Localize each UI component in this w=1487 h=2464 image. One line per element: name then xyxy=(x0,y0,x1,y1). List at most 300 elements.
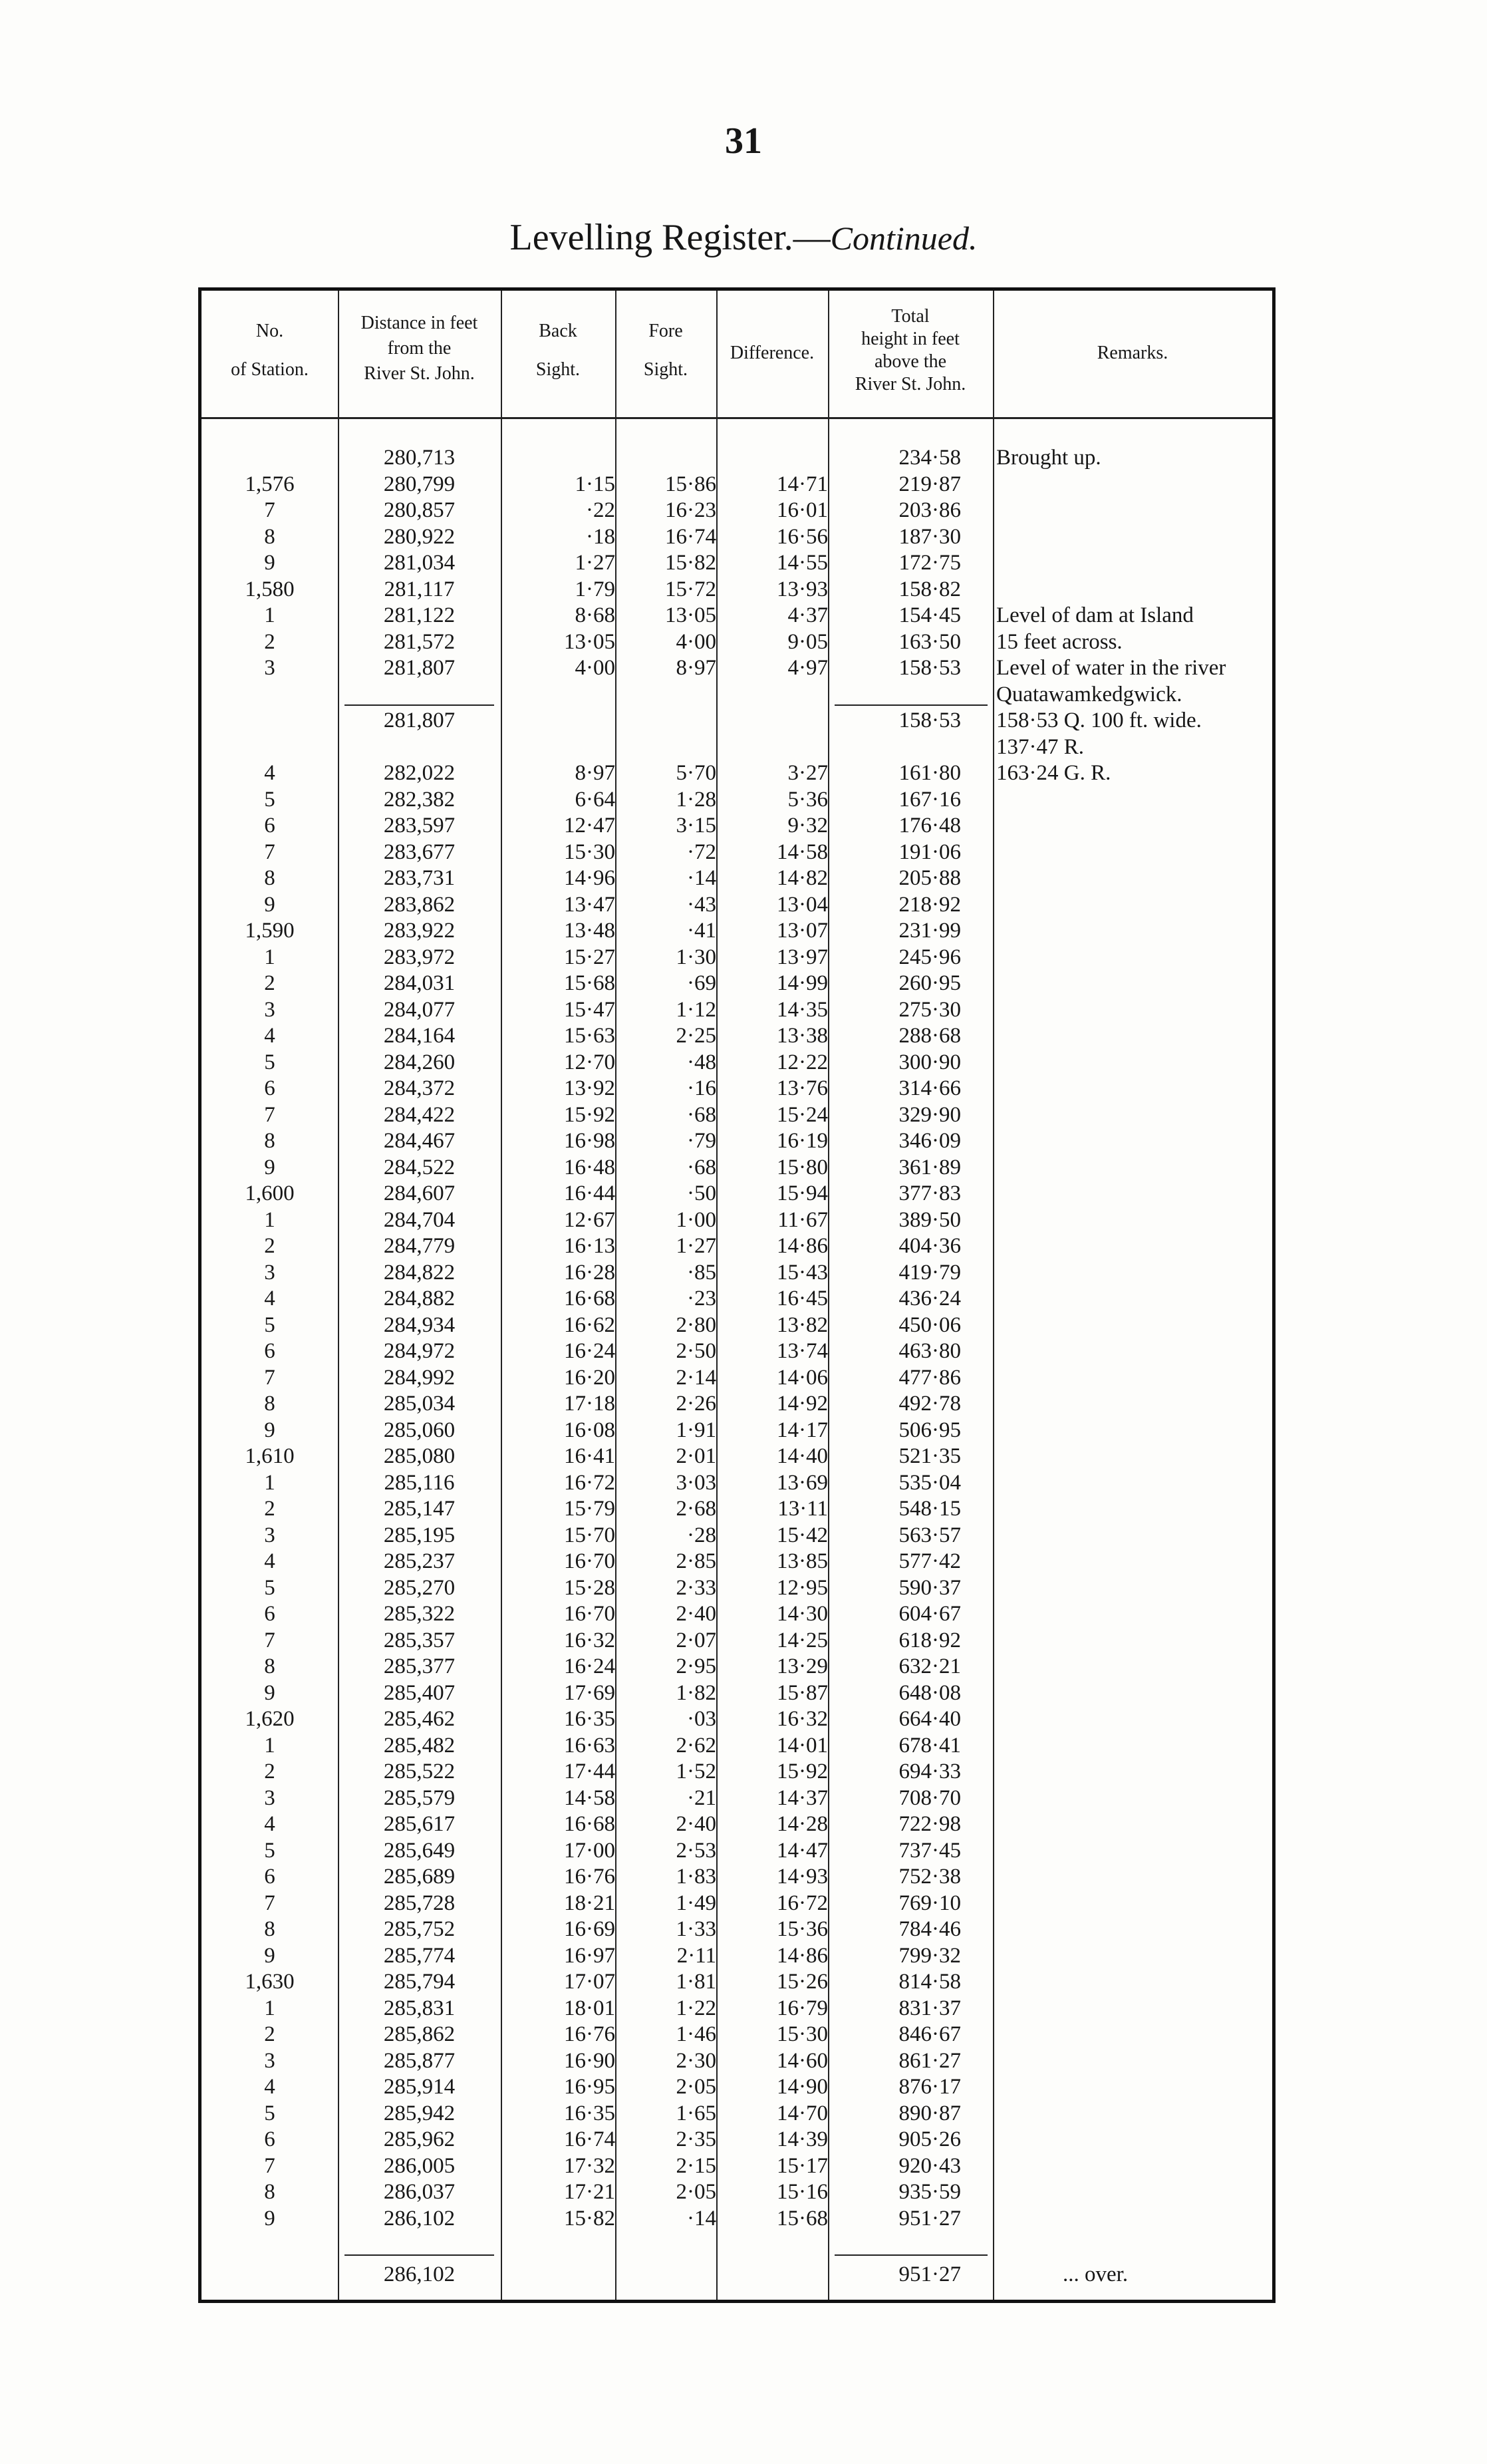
difference-cell: 16·32 xyxy=(777,1707,828,1731)
back-sight-cell: 8·97 xyxy=(575,761,615,785)
total-height-cell: 163·50 xyxy=(898,629,961,654)
table-row xyxy=(202,1312,1272,1339)
distance-cell: 283,922 xyxy=(383,919,456,943)
back-sight-cell: 15·30 xyxy=(564,840,615,864)
total-height-cell: 604·67 xyxy=(898,1602,961,1626)
total-height-cell: 722·98 xyxy=(898,1812,961,1836)
total-height-cell: 172·75 xyxy=(898,551,961,575)
fore-sight-cell: 2·35 xyxy=(676,2127,716,2151)
total-height-cell: 346·09 xyxy=(898,1129,961,1153)
fore-sight-cell: ·14 xyxy=(687,866,716,890)
fore-sight-cell: ·68 xyxy=(687,1102,716,1127)
distance-cell: 281,117 xyxy=(384,577,455,601)
total-height-cell: 377·83 xyxy=(898,1181,961,1205)
distance-cell: 285,270 xyxy=(383,1575,456,1600)
back-sight-cell: 13·48 xyxy=(564,919,615,943)
total-height-cell: 154·45 xyxy=(898,603,961,627)
distance-cell: 285,794 xyxy=(383,1970,456,1994)
table-row xyxy=(202,1444,1272,1470)
remark-cell: 158·53 Q. 100 ft. wide. xyxy=(996,708,1202,732)
difference-cell: 15·87 xyxy=(777,1680,828,1705)
total-height-cell: 861·27 xyxy=(898,2048,961,2073)
station-no-cell: 2 xyxy=(264,971,275,995)
difference-cell: 14·92 xyxy=(777,1392,828,1416)
difference-cell: 14·55 xyxy=(777,551,828,575)
station-no-cell: 3 xyxy=(264,1260,275,1285)
table-body xyxy=(202,445,1272,2232)
distance-cell: 285,034 xyxy=(383,1392,456,1416)
distance-cell: 285,407 xyxy=(383,1680,456,1705)
fore-sight-cell: ·50 xyxy=(687,1181,716,1205)
fore-sight-cell: ·79 xyxy=(687,1129,716,1153)
fore-sight-cell: 1·82 xyxy=(676,1680,716,1705)
station-no-cell: 8 xyxy=(264,1129,275,1153)
total-height-cell: 361·89 xyxy=(898,1155,961,1179)
station-no-cell: 1,620 xyxy=(245,1707,295,1731)
back-sight-cell: 13·47 xyxy=(564,892,615,917)
fore-sight-cell: 1·65 xyxy=(676,2101,716,2125)
back-sight-cell: 1·15 xyxy=(575,472,615,496)
header-distance-line3: River St. John. xyxy=(364,363,475,384)
distance-cell: 286,005 xyxy=(383,2153,456,2178)
fore-sight-cell: 2·07 xyxy=(676,1628,716,1652)
total-height-cell: 314·66 xyxy=(898,1076,961,1100)
station-no-cell: 5 xyxy=(264,1575,275,1600)
difference-cell: 4·97 xyxy=(787,656,828,680)
fore-sight-cell: 2·53 xyxy=(676,1838,716,1863)
distance-cell: 285,357 xyxy=(383,1628,456,1652)
fore-sight-cell: 1·46 xyxy=(676,2022,716,2046)
table-row xyxy=(202,1996,1272,2022)
distance-cell: 283,597 xyxy=(383,814,456,838)
station-no-cell: 8 xyxy=(264,2180,275,2204)
table-row xyxy=(202,1155,1272,1181)
fore-sight-cell: 15·86 xyxy=(665,472,716,496)
back-sight-cell: ·18 xyxy=(586,524,615,549)
difference-cell: 13·97 xyxy=(777,945,828,969)
back-sight-cell: 16·68 xyxy=(564,1287,615,1310)
difference-cell: 15·36 xyxy=(777,1917,828,1941)
table-row xyxy=(202,472,1272,498)
table-row xyxy=(202,1628,1272,1654)
distance-cell: 284,522 xyxy=(383,1155,456,1179)
page-number: 31 xyxy=(725,120,762,162)
title-main: Levelling Register. xyxy=(509,217,793,258)
header-distance-line1: Distance in feet xyxy=(360,313,478,333)
total-height-cell: 245·96 xyxy=(898,945,961,969)
table-row xyxy=(202,445,1272,472)
table-row xyxy=(202,1365,1272,1392)
total-height-cell: 648·08 xyxy=(898,1680,961,1705)
fore-sight-cell: 2·68 xyxy=(676,1497,716,1521)
header-total-line1: Total xyxy=(891,306,930,327)
fore-sight-cell: 1·91 xyxy=(676,1418,716,1442)
header-divider xyxy=(202,417,1272,419)
total-height-cell: 231·99 xyxy=(898,919,961,943)
station-no-cell: 1,630 xyxy=(245,1970,295,1994)
station-no-cell: 7 xyxy=(264,1891,275,1915)
distance-cell: 285,237 xyxy=(383,1549,456,1573)
back-sight-cell: 14·96 xyxy=(564,866,615,890)
table-row xyxy=(202,577,1272,603)
back-sight-cell: 16·70 xyxy=(564,1549,615,1573)
total-height-cell: 205·88 xyxy=(898,866,961,890)
table-row xyxy=(202,813,1272,840)
total-height-cell: 769·10 xyxy=(898,1891,961,1915)
total-height-cell: 492·78 xyxy=(898,1392,961,1416)
station-no-cell: 4 xyxy=(264,2075,275,2099)
distance-cell: 283,677 xyxy=(383,840,456,864)
table-row xyxy=(202,1207,1272,1234)
difference-cell: 13·07 xyxy=(777,919,828,943)
difference-cell: 13·04 xyxy=(777,892,828,917)
distance-cell: 280,713 xyxy=(383,446,456,470)
difference-cell: 14·90 xyxy=(777,2075,828,2099)
total-height-cell: 506·95 xyxy=(898,1418,961,1442)
back-sight-cell: 12·70 xyxy=(564,1050,615,1074)
back-sight-cell: 15·28 xyxy=(564,1575,615,1600)
table-row xyxy=(202,1023,1272,1050)
total-height-cell: 678·41 xyxy=(898,1733,961,1758)
difference-cell: 15·92 xyxy=(777,1760,828,1783)
total-height-cell: 577·42 xyxy=(898,1549,961,1573)
difference-cell: 11·67 xyxy=(777,1207,828,1232)
back-sight-cell: 15·79 xyxy=(564,1497,615,1521)
table-row xyxy=(202,1891,1272,1917)
station-no-cell: 7 xyxy=(264,1628,275,1652)
distance-cell: 284,422 xyxy=(383,1102,456,1127)
distance-cell: 285,080 xyxy=(383,1444,456,1468)
table-row xyxy=(202,1338,1272,1365)
table-row xyxy=(202,2048,1272,2075)
distance-cell: 285,522 xyxy=(383,1760,456,1783)
station-no-cell: 1,590 xyxy=(245,919,295,943)
fore-sight-cell: 2·33 xyxy=(676,1575,716,1600)
difference-cell: 14·93 xyxy=(777,1865,828,1889)
total-height-cell: 831·37 xyxy=(898,1996,961,2020)
difference-cell: 4·37 xyxy=(787,603,828,627)
fore-sight-cell: ·21 xyxy=(687,1785,716,1810)
distance-cell: 280,857 xyxy=(383,498,456,522)
back-sight-cell: 1·79 xyxy=(575,577,615,601)
station-no-cell: 6 xyxy=(264,1076,275,1100)
total-height-cell: 203·86 xyxy=(898,498,961,522)
fore-sight-cell: 2·50 xyxy=(676,1339,716,1363)
difference-cell: 15·94 xyxy=(777,1181,828,1205)
total-height-cell: 436·24 xyxy=(898,1287,961,1310)
fore-sight-cell: 2·85 xyxy=(676,1549,716,1573)
distance-cell: 281,572 xyxy=(383,629,456,654)
station-no-cell: 2 xyxy=(264,629,275,654)
back-sight-cell: 16·35 xyxy=(564,1707,615,1731)
back-sight-cell: 12·47 xyxy=(564,814,615,838)
total-height-cell: 876·17 xyxy=(898,2075,961,2099)
remark-cell: Quatawamkedgwick. xyxy=(996,682,1182,706)
header-distance xyxy=(338,311,501,386)
carried-remark: ... over. xyxy=(1063,2262,1129,2286)
table-row xyxy=(202,1181,1272,1207)
back-sight-cell: 16·41 xyxy=(564,1444,615,1468)
header-spacer xyxy=(615,344,716,357)
table-row xyxy=(202,760,1272,787)
difference-cell: 14·30 xyxy=(777,1602,828,1626)
station-no-cell: 3 xyxy=(264,997,275,1022)
distance-cell: 284,779 xyxy=(383,1234,456,1258)
difference-cell: 14·35 xyxy=(777,997,828,1022)
station-no-cell: 9 xyxy=(264,1680,275,1705)
difference-cell: 13·76 xyxy=(777,1076,828,1100)
fore-sight-cell: ·48 xyxy=(687,1050,716,1074)
fore-sight-cell: 2·14 xyxy=(676,1365,716,1390)
fore-sight-cell: 2·40 xyxy=(676,1602,716,1626)
table-row xyxy=(202,1811,1272,1838)
header-total-height xyxy=(828,305,993,396)
total-height-cell: 219·87 xyxy=(898,472,961,496)
total-height-cell: 784·46 xyxy=(898,1917,961,1941)
total-height-cell: 158·53 xyxy=(898,656,961,680)
difference-cell: 14·06 xyxy=(777,1365,828,1390)
table-row xyxy=(202,1838,1272,1865)
fore-sight-cell: 2·62 xyxy=(676,1733,716,1758)
distance-cell: 285,462 xyxy=(383,1707,456,1731)
fore-sight-cell: 2·11 xyxy=(676,1943,716,1968)
back-sight-cell: 15·92 xyxy=(564,1102,615,1127)
remark-cell: 137·47 R. xyxy=(996,734,1084,759)
station-no-cell: 7 xyxy=(264,840,275,864)
back-sight-cell: 18·21 xyxy=(564,1891,615,1915)
table-row xyxy=(202,1943,1272,1970)
back-sight-cell: 16·24 xyxy=(564,1339,615,1363)
difference-cell: 15·26 xyxy=(777,1970,828,1994)
header-difference: Difference. xyxy=(730,343,815,363)
difference-cell: 5·36 xyxy=(787,787,828,812)
distance-cell: 284,882 xyxy=(383,1287,456,1310)
station-no-cell: 9 xyxy=(264,1155,275,1179)
fore-sight-cell: 2·26 xyxy=(676,1392,716,1416)
station-no-cell: 1 xyxy=(264,1733,275,1758)
distance-cell: 285,728 xyxy=(383,1891,456,1915)
table-row xyxy=(202,629,1272,656)
difference-cell: 14·39 xyxy=(777,2127,828,2151)
difference-cell: 13·74 xyxy=(777,1339,828,1363)
total-height-cell: 737·45 xyxy=(898,1838,961,1863)
back-sight-cell: 16·72 xyxy=(564,1470,615,1495)
fore-sight-cell: ·14 xyxy=(687,2206,716,2231)
fore-sight-cell: ·72 xyxy=(687,840,716,864)
station-no-cell: 3 xyxy=(264,1523,275,1547)
table-row xyxy=(202,1864,1272,1891)
station-no-cell: 3 xyxy=(264,656,275,680)
back-sight-cell: 15·47 xyxy=(564,997,615,1022)
header-station-no xyxy=(202,319,338,383)
header-spacer xyxy=(501,344,615,357)
total-height-cell: 632·21 xyxy=(898,1654,961,1678)
station-no-cell: 4 xyxy=(264,1549,275,1573)
difference-cell: 16·56 xyxy=(777,524,828,549)
header-spacer xyxy=(202,344,338,357)
distance-cell: 285,962 xyxy=(383,2127,456,2151)
total-height-cell: 951·27 xyxy=(898,2206,961,2231)
distance-cell: 283,731 xyxy=(383,866,456,890)
distance-cell: 283,972 xyxy=(383,945,456,969)
station-no-cell: 8 xyxy=(264,1917,275,1941)
back-sight-cell: 16·69 xyxy=(564,1917,615,1941)
fore-sight-cell: 15·82 xyxy=(665,551,716,575)
back-sight-cell: 16·95 xyxy=(564,2075,615,2099)
total-height-cell: 191·06 xyxy=(898,840,961,864)
difference-cell: 16·45 xyxy=(777,1287,828,1310)
difference-cell: 13·85 xyxy=(777,1549,828,1573)
table-row xyxy=(202,971,1272,997)
table-row xyxy=(202,1233,1272,1260)
distance-cell: 285,482 xyxy=(383,1733,456,1758)
back-sight-cell: 8·68 xyxy=(575,603,615,627)
distance-cell: 280,922 xyxy=(383,524,456,549)
difference-cell: 14·01 xyxy=(777,1733,828,1758)
total-height-cell: 752·38 xyxy=(898,1865,961,1889)
total-height-cell: 920·43 xyxy=(898,2153,961,2178)
total-height-cell: 477·86 xyxy=(898,1365,961,1390)
back-sight-cell: 16·70 xyxy=(564,1602,615,1626)
header-total-line4: River St. John. xyxy=(855,374,966,394)
table-row xyxy=(202,2022,1272,2048)
distance-cell: 284,822 xyxy=(383,1260,456,1285)
table-row xyxy=(202,1128,1272,1155)
total-height-cell: 404·36 xyxy=(898,1234,961,1258)
header-fore-line1: Fore xyxy=(648,321,683,341)
header-station-no-line2: of Station. xyxy=(231,359,309,380)
fore-sight-cell: 1·83 xyxy=(676,1865,716,1889)
table-row xyxy=(202,918,1272,945)
remark-cell: 15 feet across. xyxy=(996,629,1123,654)
distance-cell: 284,992 xyxy=(383,1365,456,1390)
station-no-cell: 5 xyxy=(264,787,275,812)
back-sight-cell: 17·69 xyxy=(564,1680,615,1705)
difference-cell: 9·05 xyxy=(787,629,828,654)
station-no-cell: 6 xyxy=(264,1865,275,1889)
difference-cell: 14·40 xyxy=(777,1444,828,1468)
station-no-cell: 9 xyxy=(264,1943,275,1968)
distance-cell: 285,579 xyxy=(383,1785,456,1810)
fore-sight-cell: 2·15 xyxy=(676,2153,716,2178)
back-sight-cell: 16·35 xyxy=(564,2101,615,2125)
distance-cell: 284,031 xyxy=(383,971,456,995)
header-total-line3: above the xyxy=(874,351,947,372)
difference-cell: 16·01 xyxy=(777,498,828,522)
back-sight-cell: 15·70 xyxy=(564,1523,615,1547)
distance-cell: 282,382 xyxy=(383,787,456,812)
back-sight-cell: 16·76 xyxy=(564,2022,615,2046)
total-height-cell: 176·48 xyxy=(898,814,961,838)
total-rule xyxy=(344,2254,494,2256)
table-row xyxy=(202,1969,1272,1996)
fore-sight-cell: 2·80 xyxy=(676,1312,716,1337)
header-remarks: Remarks. xyxy=(1097,343,1168,363)
distance-cell: 285,774 xyxy=(383,1943,456,1968)
distance-cell: 284,260 xyxy=(383,1050,456,1074)
total-height-cell: 890·87 xyxy=(898,2101,961,2125)
back-sight-cell: 16·97 xyxy=(564,1943,615,1968)
table-row xyxy=(202,1575,1272,1602)
station-no-cell: 7 xyxy=(264,1102,275,1127)
table-row xyxy=(202,1260,1272,1287)
station-no-cell: 9 xyxy=(264,551,275,575)
back-sight-cell: 17·07 xyxy=(564,1970,615,1994)
distance-cell: 285,689 xyxy=(383,1865,456,1889)
station-no-cell: 1 xyxy=(264,1207,275,1232)
table-row xyxy=(202,2074,1272,2101)
fore-sight-cell: ·85 xyxy=(687,1260,716,1285)
station-no-cell: 7 xyxy=(264,1365,275,1390)
difference-cell: 9·32 xyxy=(787,814,828,838)
fore-sight-cell: 5·70 xyxy=(676,761,716,785)
station-no-cell: 5 xyxy=(264,2101,275,2125)
table-row xyxy=(202,1286,1272,1312)
distance-cell: 284,164 xyxy=(383,1024,456,1048)
station-no-cell: 7 xyxy=(264,2153,275,2178)
table-row xyxy=(202,1102,1272,1129)
header-distance-line2: from the xyxy=(387,338,452,359)
difference-cell: 15·43 xyxy=(777,1260,828,1285)
distance-cell: 281,807 xyxy=(383,708,456,732)
total-rule xyxy=(835,2254,988,2256)
station-no-cell: 6 xyxy=(264,1602,275,1626)
distance-cell: 285,914 xyxy=(383,2075,456,2099)
difference-cell: 13·69 xyxy=(777,1470,828,1495)
station-no-cell: 5 xyxy=(264,1050,275,1074)
carried-total: 951·27 xyxy=(898,2262,961,2286)
station-no-cell: 7 xyxy=(264,498,275,522)
station-no-cell: 4 xyxy=(264,1812,275,1836)
total-height-cell: 288·68 xyxy=(898,1024,961,1048)
table-row xyxy=(202,865,1272,892)
distance-cell: 285,831 xyxy=(383,1996,456,2020)
back-sight-cell: 16·62 xyxy=(564,1312,615,1337)
station-no-cell: 4 xyxy=(264,1024,275,1048)
station-no-cell: 1,600 xyxy=(245,1181,295,1205)
table-row xyxy=(202,892,1272,919)
back-sight-cell: 16·13 xyxy=(564,1234,615,1258)
back-sight-cell: 12·67 xyxy=(564,1207,615,1232)
fore-sight-cell: 2·40 xyxy=(676,1812,716,1836)
difference-cell: 15·16 xyxy=(777,2180,828,2204)
distance-cell: 283,862 xyxy=(383,892,456,917)
station-no-cell: 2 xyxy=(264,2022,275,2046)
table-row xyxy=(202,1785,1272,1812)
back-sight-cell: 17·00 xyxy=(564,1838,615,1863)
difference-cell: 14·47 xyxy=(777,1838,828,1863)
header-fore-sight xyxy=(615,319,716,383)
station-no-cell: 8 xyxy=(264,524,275,549)
total-height-cell: 935·59 xyxy=(898,2180,961,2204)
page-title xyxy=(0,216,1487,259)
distance-cell: 284,607 xyxy=(383,1181,456,1205)
back-sight-cell: 17·44 xyxy=(564,1760,615,1783)
table-row xyxy=(202,945,1272,971)
header-total-line2: height in feet xyxy=(861,329,960,349)
back-sight-cell: 16·48 xyxy=(564,1155,615,1179)
distance-cell: 284,972 xyxy=(383,1339,456,1363)
station-no-cell: 1 xyxy=(264,1996,275,2020)
fore-sight-cell: ·28 xyxy=(687,1523,716,1547)
total-height-cell: 218·92 xyxy=(898,892,961,917)
table-row xyxy=(202,550,1272,577)
fore-sight-cell: 15·72 xyxy=(665,577,716,601)
table-row xyxy=(202,840,1272,866)
station-no-cell: 3 xyxy=(264,2048,275,2073)
table-row xyxy=(202,1706,1272,1733)
total-height-cell: 260·95 xyxy=(898,971,961,995)
